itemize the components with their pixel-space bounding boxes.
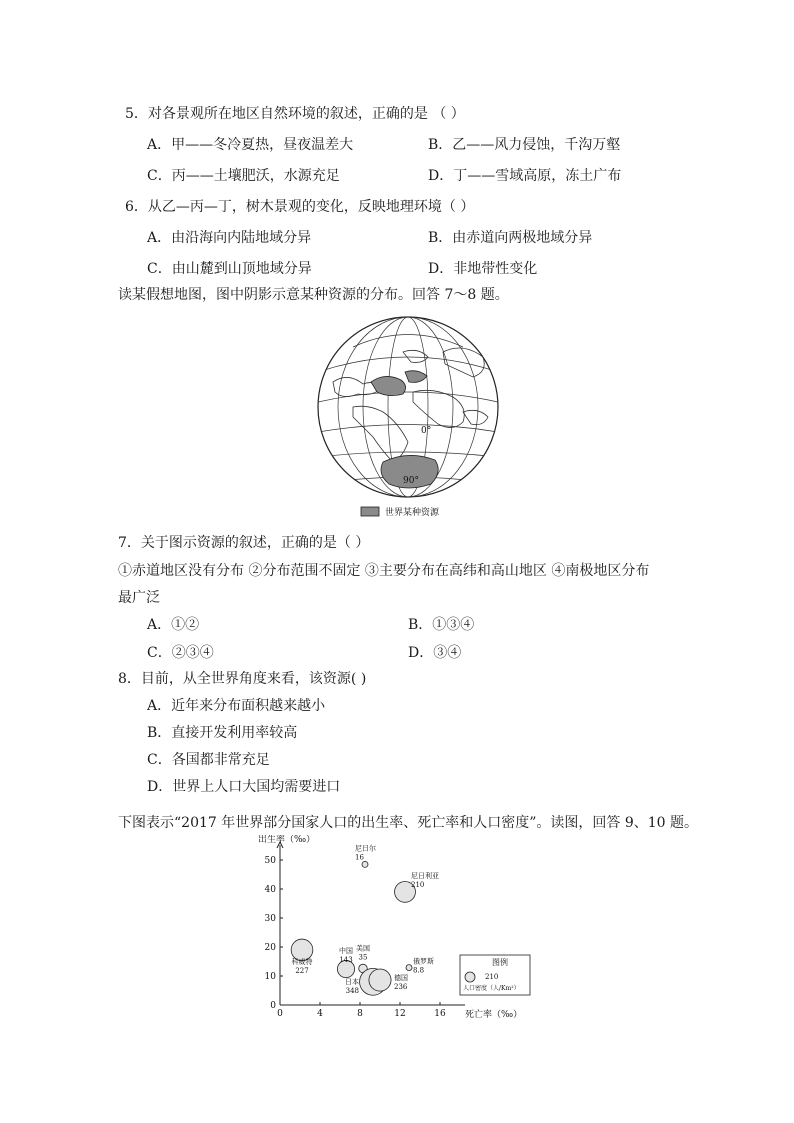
bubble-尼日尔 [362,861,368,867]
x-tick-label: 0 [277,1009,283,1019]
q6-stem: 6．从乙—丙—丁，树木景观的变化，反映地理环境（ ） [125,199,475,215]
q7-option-b: B．①③④ [408,617,475,633]
bubble-density: 227 [295,966,309,975]
q7-option-d: D．③④ [408,645,462,661]
legend-caption: 人口密度（人/Km²） [463,985,520,992]
bubble-density: 348 [345,986,359,995]
legend-label: 世界某种资源 [385,508,440,518]
q5-option-a: A．甲——冬冷夏热，昼夜温差大 [147,137,354,153]
q7-statements-1: ①赤道地区没有分布 ②分布范围不固定 ③主要分布在高纬和高山地区 ④南极地区分布 [118,563,650,579]
y-tick-label: 50 [264,856,276,866]
q7-option-c: C．②③④ [147,645,214,661]
x-tick-label: 4 [317,1009,323,1019]
q6-option-b: B．由赤道向两极地域分异 [428,230,593,246]
equator-label: 0° [421,426,432,436]
bubble-density: 16 [355,853,364,862]
q5-stem: 5．对各景观所在地区自然环境的叙述，正确的是 （ ） [125,106,465,122]
bubble-德国 [369,969,391,991]
q5-option-c: C．丙——土壤肥沃，水源充足 [147,168,340,184]
q8-option-d: D．世界上人口大国均需要进口 [147,779,341,795]
y-tick-label: 40 [264,885,276,895]
x-tick-label: 12 [394,1009,406,1019]
legend-bubble [465,972,475,982]
bubble-density: 236 [394,983,408,992]
q6-option-c: C．由山麓到山顶地域分异 [147,261,312,277]
bubble-label: 中国 [339,947,353,956]
bubble-label: 俄罗斯 [413,957,434,966]
y-tick-label: 0 [270,1001,276,1011]
bubble-label: 日本 [345,977,359,986]
bubble-density: 35 [358,953,368,962]
q6-option-d: D．非地带性变化 [428,261,538,277]
globe-svg [313,312,503,522]
bubble-label: 科威特 [291,957,313,966]
q7-statements-2: 最广泛 [118,590,160,606]
legend-swatch [361,507,379,516]
y-axis-label: 出生率（‰） [258,835,316,845]
x-tick-label: 16 [434,1009,446,1019]
bubble-density: 143 [339,956,353,965]
y-tick-label: 30 [264,914,276,924]
intro-7-8: 读某假想地图，图中阴影示意某种资源的分布。回答 7～8 题。 [118,287,509,303]
q7-stem: 7．关于图示资源的叙述，正确的是（ ） [118,535,370,551]
legend-value: 210 [485,973,499,981]
x-tick-label: 8 [357,1009,363,1019]
bubble-label: 尼日利亚 [411,871,439,880]
q6-option-a: A．由沿海向内陆地域分异 [147,230,312,246]
bubble-label: 尼日尔 [355,844,376,853]
q8-option-c: C．各国都非常充足 [147,752,270,768]
chart-svg [255,835,545,1023]
q8-option-b: B．直接开发利用率较高 [147,725,298,741]
bubble-label: 德国 [394,974,408,983]
globe-figure [313,312,503,522]
x-axis-label: 死亡率（‰） [465,1010,523,1020]
bubble-density: 210 [411,880,425,889]
q5-option-d: D．丁——雪域高原，冻土广布 [428,168,622,184]
q5-option-b: B．乙——风力侵蚀，千沟万壑 [428,137,621,153]
y-tick-label: 10 [264,972,276,982]
population-chart [255,835,545,1023]
q8-stem: 8．目前，从全世界角度来看，该资源( ) [118,671,367,687]
pole-label: 90° [403,476,419,486]
bubble-俄罗斯 [406,965,412,971]
q7-option-a: A．①② [147,617,200,633]
bubble-label: 美国 [356,944,370,953]
intro-9-10: 下图表示“2017 年世界部分国家人口的出生率、死亡率和人口密度”。读图，回答 9、10 题。 [118,815,699,831]
y-tick-label: 20 [264,943,276,953]
bubble-density: 8.8 [413,966,425,975]
legend-title: 图例 [492,958,508,967]
q8-option-a: A．近年来分布面积越来越小 [147,698,326,714]
